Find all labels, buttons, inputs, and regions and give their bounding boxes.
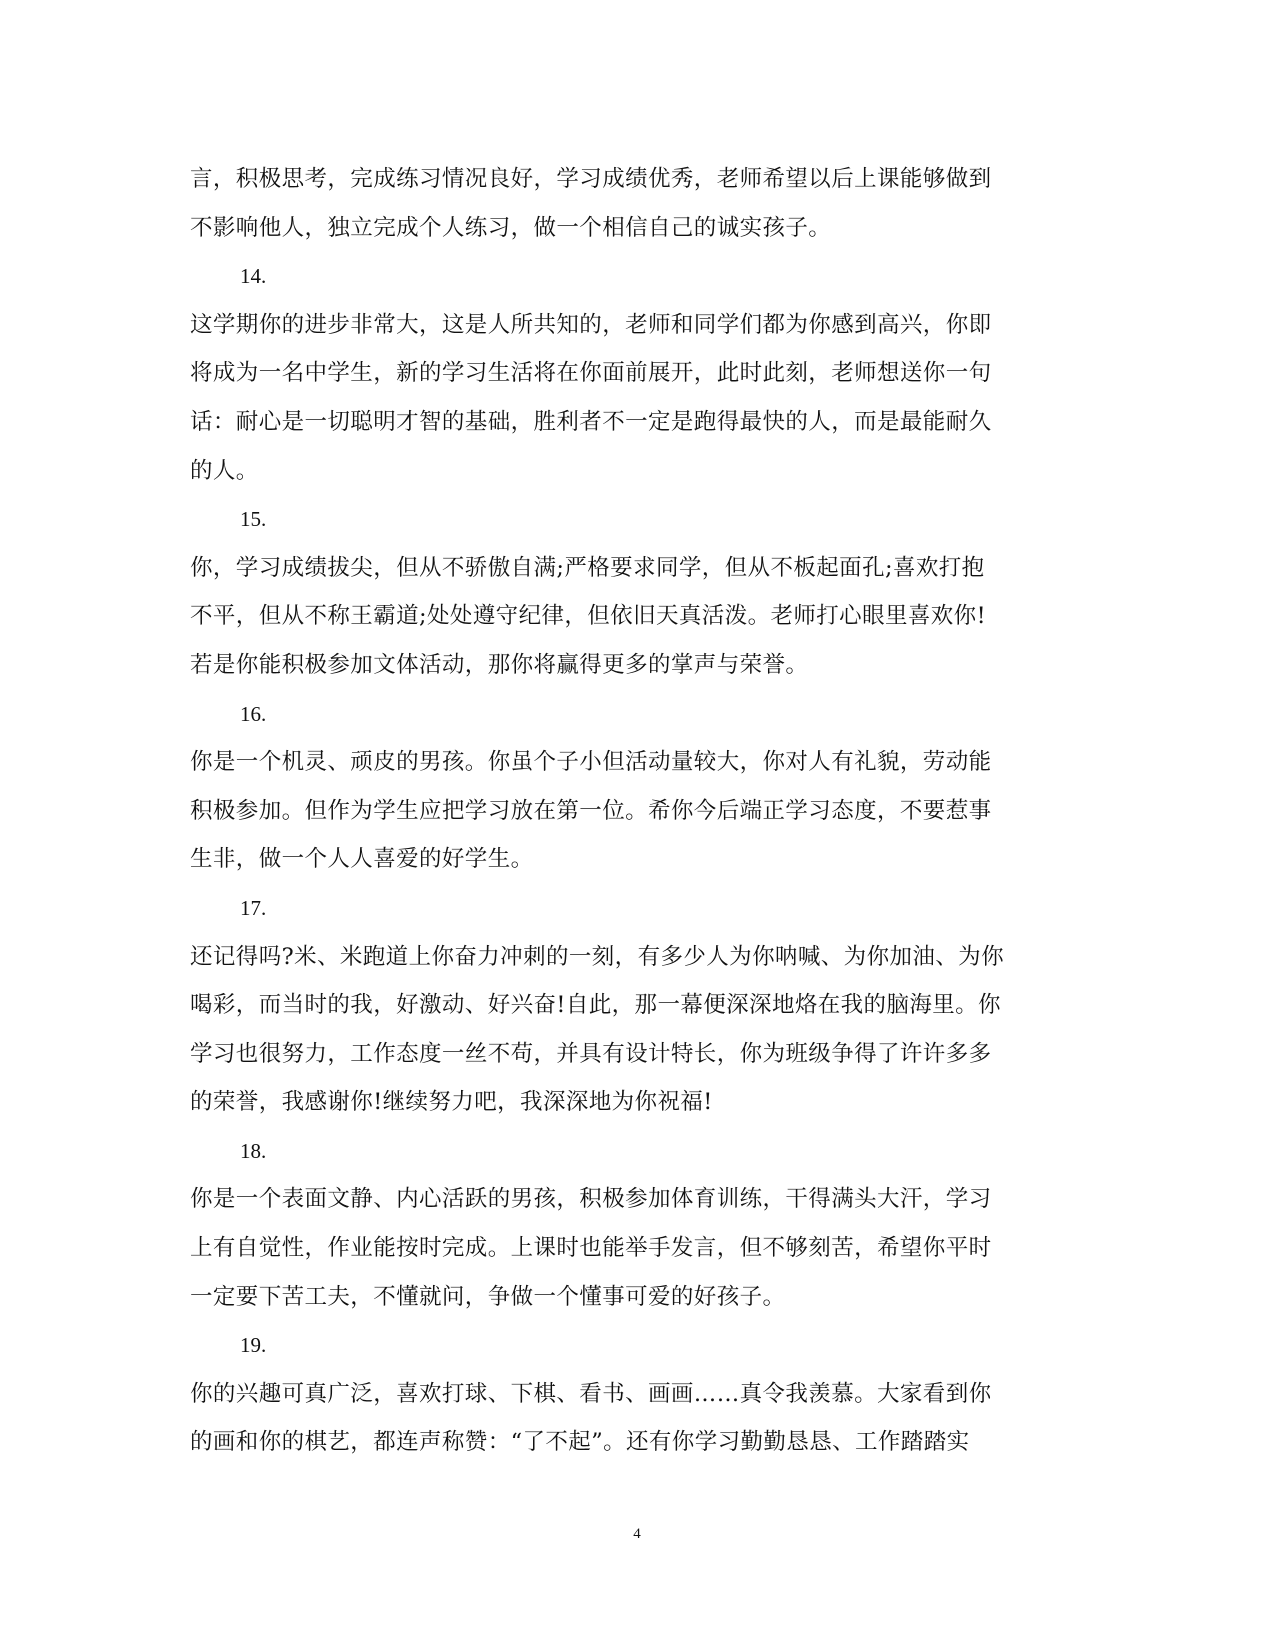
paragraph [190,933,1080,1127]
item-number: 15. [240,507,267,532]
page-number: 4 [633,1526,641,1542]
paragraph [190,544,1080,690]
text-line: 的画和你的棋艺，都连声称赞：“了不起”。还有你学习勤勤恳恳、工作踏踏实 [190,1429,970,1456]
text-line: 不影响他人，独立完成个人练习，做一个相信自己的诚实孩子。 [190,214,832,241]
paragraph [190,738,1080,884]
text-line: 一定要下苦工夫，不懂就问，争做一个懂事可爱的好孩子。 [190,1283,786,1310]
text-line: 积极参加。但作为学生应把学习放在第一位。希你今后端正学习态度，不要惹事 [190,797,992,824]
paragraph [190,301,1080,495]
text-line: 学习也很努力，工作态度一丝不苟，并具有设计特长，你为班级争得了许许多多 [190,1040,992,1067]
text-line: 喝彩，而当时的我，好激动、好兴奋!自此，那一幕便深深地烙在我的脑海里。你 [190,992,1001,1019]
item-number: 17. [240,895,267,920]
paragraph [190,1370,1080,1467]
text-line: 言，积极思考，完成练习情况良好，学习成绩优秀，老师希望以后上课能够做到 [190,166,992,192]
text-line: 话：耐心是一切聪明才智的基础，胜利者不一定是跑得最快的人，而是最能耐久 [190,408,992,435]
paragraph [190,1175,1080,1321]
text-line: 你是一个机灵、顽皮的男孩。你虽个子小但活动量较大，你对人有礼貌，劳动能 [190,749,992,776]
text-line: 你是一个表面文静、内心活跃的男孩，积极参加体育训练，干得满头大汗，学习 [190,1186,992,1213]
item-number: 14. [240,264,267,289]
text-line: 的人。 [190,457,259,484]
text-line: 这学期你的进步非常大，这是人所共知的，老师和同学们都为你感到高兴，你即 [190,311,992,338]
item-number: 19. [240,1333,267,1358]
item-number: 16. [240,701,267,726]
text-line: 还记得吗?米、米跑道上你奋力冲刺的一刻，有多少人为你呐喊、为你加油、为你 [190,943,1004,970]
text-line: 你的兴趣可真广泛，喜欢打球、下棋、看书、画画……真令我羡慕。大家看到你 [190,1380,992,1407]
text-line: 若是你能积极参加文体活动，那你将赢得更多的掌声与荣誉。 [190,651,809,678]
text-line: 你，学习成绩拔尖，但从不骄傲自满;严格要求同学，但从不板起面孔;喜欢打抱 [190,554,985,581]
text-line: 不平，但从不称王霸道;处处遵守纪律，但依旧天真活泼。老师打心眼里喜欢你! [190,603,987,630]
text-line: 生非，做一个人人喜爱的好学生。 [190,846,534,873]
paragraph [190,155,1080,252]
text-line: 将成为一名中学生，新的学习生活将在你面前展开，此时此刻，老师想送你一句 [190,360,992,387]
document-body [190,155,1080,1467]
text-line: 上有自觉性，作业能按时完成。上课时也能举手发言，但不够刻苦，希望你平时 [190,1235,992,1262]
item-number: 18. [240,1138,267,1163]
text-line: 的荣誉，我感谢你!继续努力吧，我深深地为你祝福! [190,1089,713,1116]
